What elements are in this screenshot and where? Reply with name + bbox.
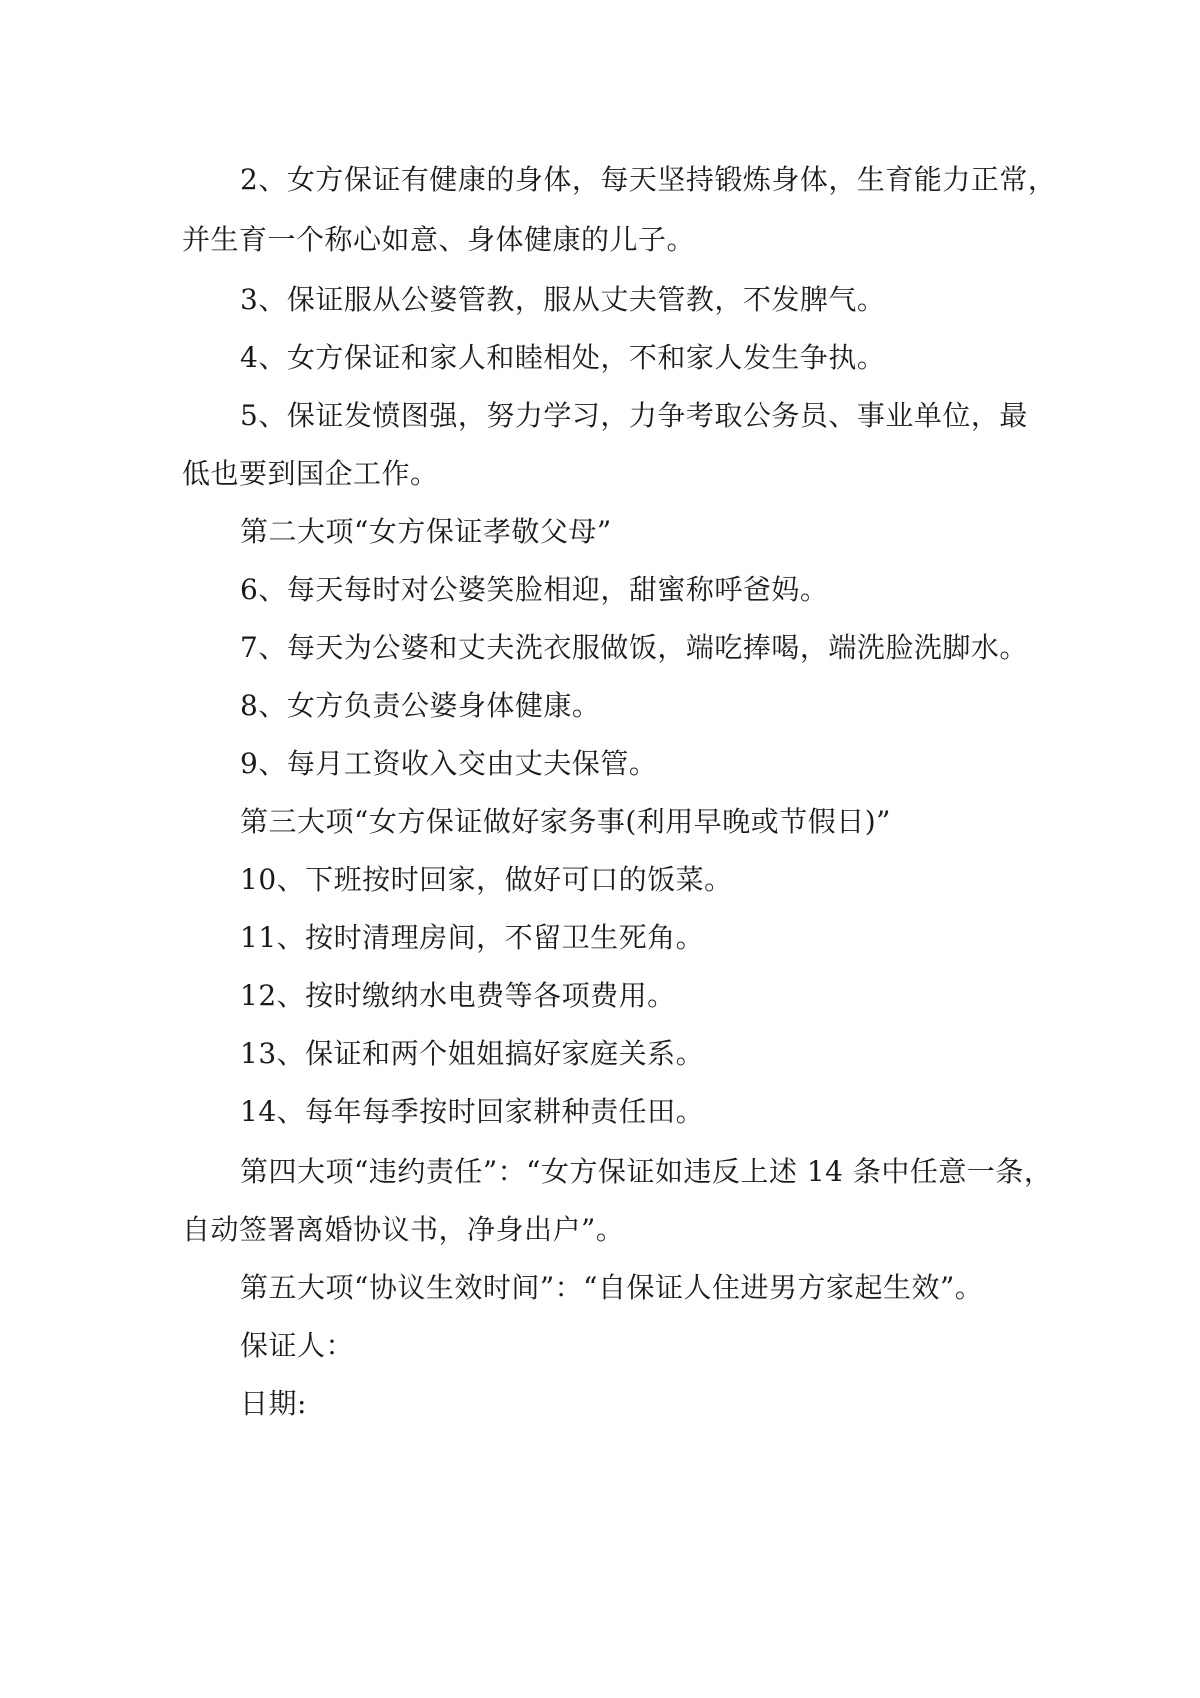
- guarantor-label: 保证人：: [240, 1329, 355, 1362]
- clause-12: 12、按时缴纳水电费等各项费用。: [240, 979, 676, 1012]
- clause-14: 14、每年每季按时回家耕种责任田。: [240, 1095, 705, 1128]
- clause-7: 7、每天为公婆和丈夫洗衣服做饭，端吃捧喝，端洗脸洗脚水。: [240, 631, 1028, 664]
- section-2-heading: 第二大项“女方保证孝敬父母”: [240, 515, 612, 548]
- clause-5-line-1: 5、保证发愤图强，努力学习，力争考取公务员、事业单位，最: [240, 399, 1028, 432]
- clause-11: 11、按时清理房间，不留卫生死角。: [240, 921, 705, 954]
- clause-6: 6、每天每时对公婆笑脸相迎，甜蜜称呼爸妈。: [240, 573, 829, 606]
- clause-4: 4、女方保证和家人和睦相处，不和家人发生争执。: [240, 341, 886, 374]
- clause-10: 10、下班按时回家，做好可口的饭菜。: [240, 863, 733, 896]
- section-5: 第五大项“协议生效时间”：“自保证人住进男方家起生效”。: [240, 1271, 984, 1304]
- date-label: 日期:: [240, 1387, 307, 1420]
- section-4-line-2: 自动签署离婚协议书，净身出户”。: [182, 1213, 625, 1246]
- clause-9: 9、每月工资收入交由丈夫保管。: [240, 747, 658, 780]
- clause-8: 8、女方负责公婆身体健康。: [240, 689, 601, 722]
- clause-2-line-1: 2、女方保证有健康的身体，每天坚持锻炼身体，生育能力正常，: [240, 163, 1057, 196]
- clause-5-line-2: 低也要到国企工作。: [182, 457, 439, 490]
- section-3-heading: 第三大项“女方保证做好家务事(利用早晚或节假日)”: [240, 805, 891, 838]
- section-4-line-1: 第四大项“违约责任”：“女方保证如违反上述 14 条中任意一条，: [240, 1155, 1053, 1188]
- clause-2-line-2: 并生育一个称心如意、身体健康的儿子。: [182, 223, 696, 256]
- clause-3: 3、保证服从公婆管教，服从丈夫管教，不发脾气。: [240, 283, 886, 316]
- clause-13: 13、保证和两个姐姐搞好家庭关系。: [240, 1037, 705, 1070]
